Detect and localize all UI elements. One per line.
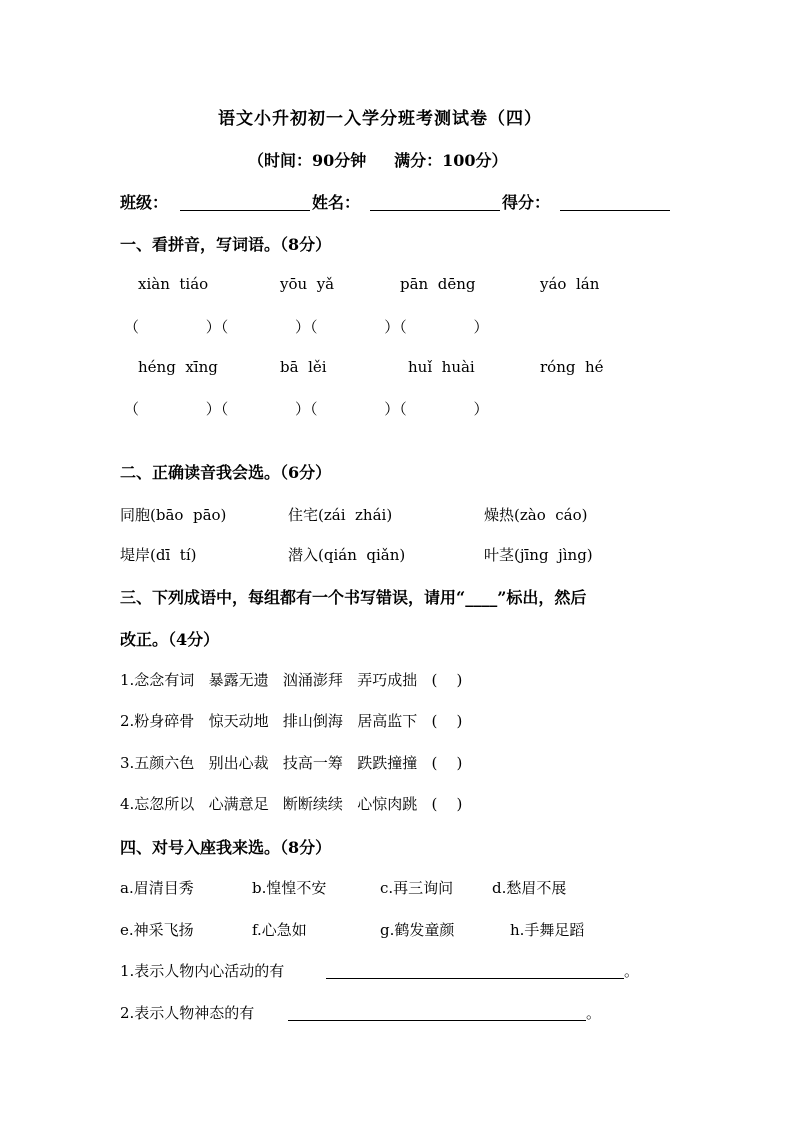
section3-heading-cont: 改正。（4分） [120, 630, 220, 649]
section2-heading: 二、正确读音我会选。（6分） [120, 463, 332, 482]
question-1: 1.表示人物内心活动的有 [120, 962, 285, 980]
word-option: b.惶惶不安 [252, 879, 327, 897]
section4-heading: 四、对号入座我来选。（8分） [120, 838, 332, 857]
pinyin-item: huǐ huài [408, 358, 475, 376]
reading-choice[interactable]: 堤岸(dī tí) [120, 546, 197, 564]
pinyin-item: yōu yǎ [280, 275, 335, 293]
word-option: a.眉清目秀 [120, 879, 194, 897]
idiom-row[interactable]: 2.粉身碎骨 惊天动地 排山倒海 居高监下 ( ) [120, 712, 463, 730]
class-field[interactable] [180, 210, 310, 211]
name-field[interactable] [370, 210, 500, 211]
name-label: 姓名： [312, 193, 361, 212]
reading-choice[interactable]: 燥热(zào cáo) [484, 506, 588, 524]
reading-choice[interactable]: 潜入(qián qiǎn) [288, 546, 406, 564]
pinyin-item: bā lěi [280, 358, 327, 376]
pinyin-item: héng xīng [138, 358, 218, 376]
pinyin-item: pān dēng [400, 275, 476, 293]
pinyin-item: róng hé [540, 358, 604, 376]
word-option: h.手舞足蹈 [510, 921, 585, 939]
reading-choice[interactable]: 同胞(bāo pāo) [120, 506, 227, 524]
exam-time-score: （时间：90分钟 满分：100分） [248, 151, 508, 170]
word-option: f.心急如 [252, 921, 307, 939]
class-label: 班级： [120, 193, 169, 212]
score-label: 得分： [502, 193, 551, 212]
answer-brackets[interactable]: （ ）（ ）（ ）（ ） [124, 400, 489, 418]
question-2: 2.表示人物神态的有 [120, 1004, 255, 1022]
word-option: c.再三询问 [380, 879, 454, 897]
word-option: e.神采飞扬 [120, 921, 194, 939]
pinyin-item: yáo lán [540, 275, 600, 293]
reading-choice[interactable]: 住宅(zái zhái) [288, 506, 393, 524]
idiom-row[interactable]: 3.五颜六色 别出心裁 技高一筹 跌跌撞撞 ( ) [120, 754, 463, 772]
answer-brackets[interactable]: （ ）（ ）（ ）（ ） [124, 318, 489, 336]
word-option: d.愁眉不展 [492, 879, 567, 897]
question-2-end: 。 [586, 1004, 602, 1022]
section3-heading: 三、下列成语中，每组都有一个书写错误，请用“____”标出，然后 [120, 588, 587, 607]
answer-line-1[interactable] [326, 978, 624, 979]
question-1-end: 。 [624, 962, 640, 980]
reading-choice[interactable]: 叶茎(jīng jìng) [484, 546, 593, 564]
page-title: 语文小升初初一入学分班考测试卷（四） [218, 109, 542, 129]
answer-line-2[interactable] [288, 1020, 586, 1021]
word-option: g.鹤发童颜 [380, 921, 455, 939]
pinyin-item: xiàn tiáo [138, 275, 209, 293]
idiom-row[interactable]: 1.念念有词 暴露无遗 汹涌澎拜 弄巧成拙 ( ) [120, 671, 463, 689]
section1-heading: 一、看拼音，写词语。（8分） [120, 235, 332, 254]
score-field[interactable] [560, 210, 670, 211]
idiom-row[interactable]: 4.忘忽所以 心满意足 断断续续 心惊肉跳 ( ) [120, 795, 463, 813]
